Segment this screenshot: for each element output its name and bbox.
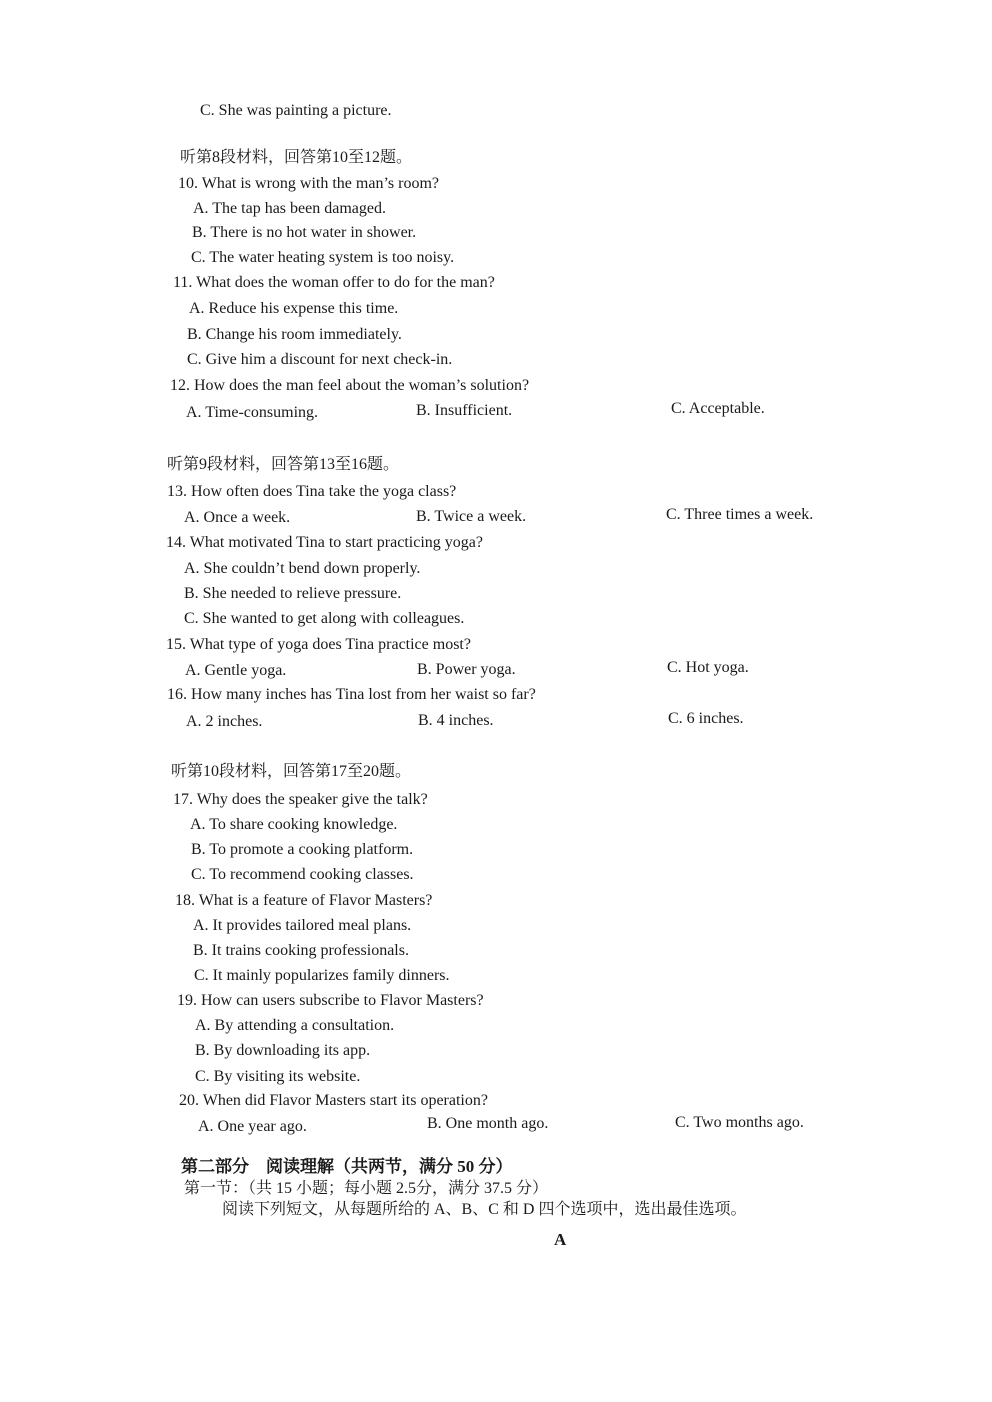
section-heading-9: 听第9段材料，回答第13至16题。	[167, 456, 400, 473]
option-14c: C. She wanted to get along with colleagues.	[184, 610, 465, 627]
option-17a: A. To share cooking knowledge.	[190, 816, 398, 833]
option-19c: C. By visiting its website.	[195, 1068, 361, 1085]
question-12: 12. How does the man feel about the woman’s solution?	[170, 377, 530, 394]
question-10: 10. What is wrong with the man’s room?	[178, 175, 439, 192]
option-20a: A. One year ago.	[198, 1118, 307, 1135]
option-13b: B. Twice a week.	[416, 508, 527, 525]
question-16: 16. How many inches has Tina lost from her waist so far?	[167, 686, 536, 703]
option-17b: B. To promote a cooking platform.	[191, 841, 414, 858]
option-14a: A. She couldn’t bend down properly.	[184, 560, 421, 577]
option-19a: A. By attending a consultation.	[195, 1017, 395, 1034]
section-heading-8: 听第8段材料，回答第10至12题。	[180, 149, 413, 166]
option-12a: A. Time-consuming.	[186, 404, 319, 421]
question-19: 19. How can users subscribe to Flavor Masters?	[177, 992, 484, 1009]
option-15a: A. Gentle yoga.	[185, 662, 287, 679]
question-14: 14. What motivated Tina to start practicing yoga?	[166, 534, 483, 551]
option-18b: B. It trains cooking professionals.	[193, 942, 409, 959]
option-10c: C. The water heating system is too noisy.	[191, 249, 455, 266]
option-16c: C. 6 inches.	[668, 710, 744, 727]
option-11b: B. Change his room immediately.	[187, 326, 402, 343]
option-13a: A. Once a week.	[184, 509, 291, 526]
option-12c: C. Acceptable.	[671, 400, 765, 417]
reading-instructions: 阅读下列短文，从每题所给的 A、B、C 和 D 四个选项中，选出最佳选项。	[222, 1201, 747, 1218]
option-13c: C. Three times a week.	[666, 506, 814, 523]
option-10a: A. The tap has been damaged.	[193, 200, 386, 217]
option-16b: B. 4 inches.	[418, 712, 494, 729]
option-11c: C. Give him a discount for next check-in.	[187, 351, 453, 368]
question-20: 20. When did Flavor Masters start its operation?	[179, 1092, 488, 1109]
option-11a: A. Reduce his expense this time.	[189, 300, 399, 317]
section-one-heading: 第一节：（共 15 小题；每小题 2.5分，满分 37.5 分）	[184, 1180, 549, 1197]
question-18: 18. What is a feature of Flavor Masters?	[175, 892, 433, 909]
option-15b: B. Power yoga.	[417, 661, 516, 678]
question-15: 15. What type of yoga does Tina practice most?	[166, 636, 471, 653]
part-two-heading: 第二部分 阅读理解（共两节，满分 50 分）	[181, 1157, 513, 1176]
question-11: 11. What does the woman offer to do for the man?	[173, 274, 495, 291]
section-heading-10: 听第10段材料，回答第17至20题。	[171, 763, 412, 780]
option-9c: C. She was painting a picture.	[200, 102, 392, 119]
option-15c: C. Hot yoga.	[667, 659, 749, 676]
passage-label: A	[554, 1230, 567, 1249]
option-20b: B. One month ago.	[427, 1115, 549, 1132]
option-18a: A. It provides tailored meal plans.	[193, 917, 412, 934]
option-14b: B. She needed to relieve pressure.	[184, 585, 402, 602]
question-13: 13. How often does Tina take the yoga class?	[167, 483, 457, 500]
option-16a: A. 2 inches.	[186, 713, 263, 730]
option-18c: C. It mainly popularizes family dinners.	[194, 967, 450, 984]
option-12b: B. Insufficient.	[416, 402, 513, 419]
option-19b: B. By downloading its app.	[195, 1042, 371, 1059]
option-20c: C. Two months ago.	[675, 1114, 804, 1131]
option-17c: C. To recommend cooking classes.	[191, 866, 414, 883]
option-10b: B. There is no hot water in shower.	[192, 224, 417, 241]
question-17: 17. Why does the speaker give the talk?	[173, 791, 428, 808]
